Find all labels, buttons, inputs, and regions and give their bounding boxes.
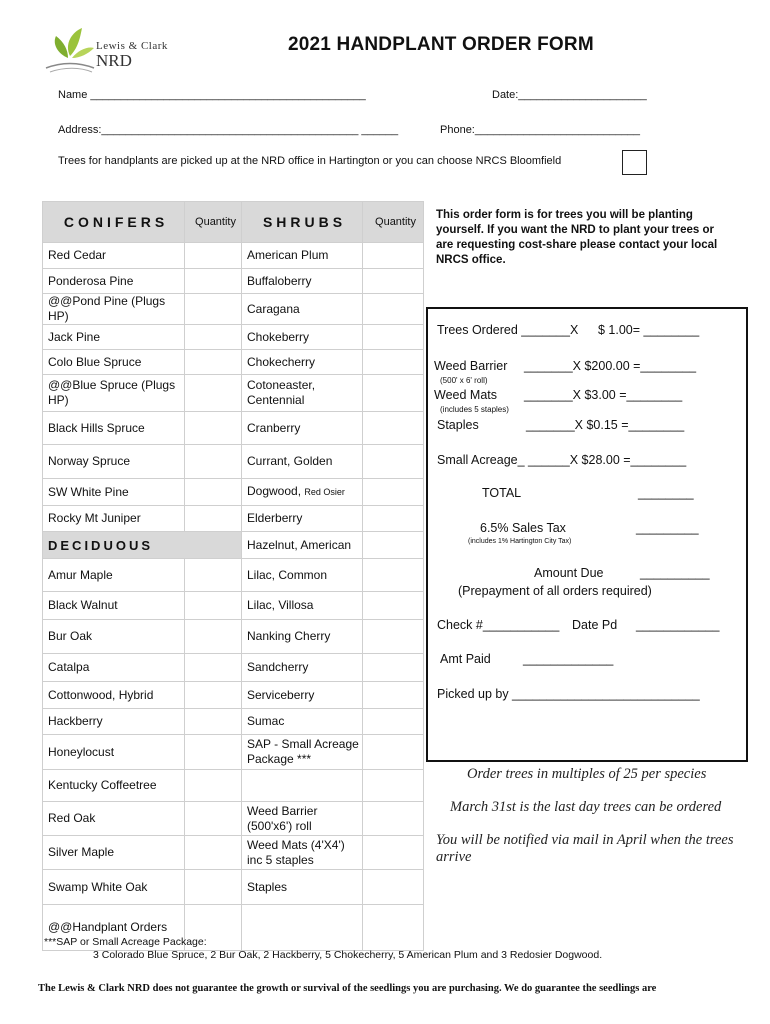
quantity-cell[interactable]	[363, 592, 424, 620]
quantity-cell[interactable]	[363, 870, 424, 905]
quantity-cell[interactable]	[363, 445, 424, 479]
logo-text-bottom: NRD	[96, 51, 132, 70]
supply-name: Weed Barrier (500'x6') roll	[242, 802, 363, 836]
page-title: 2021 HANDPLANT ORDER FORM	[288, 34, 594, 55]
shrub-name: Currant, Golden	[242, 445, 363, 479]
deciduous-name: Bur Oak	[43, 620, 185, 654]
date-paid-blank[interactable]: ____________	[636, 618, 720, 632]
supply-name: Staples	[242, 870, 363, 905]
trees-price[interactable]: $ 1.00= ________	[598, 323, 700, 337]
quantity-cell[interactable]	[363, 412, 424, 445]
quantity-cell[interactable]	[185, 243, 242, 269]
address-field[interactable]: Address:__________________________________________ ______	[58, 124, 399, 136]
disclaimer: The Lewis & Clark NRD does not guarantee the growth or survival of the seedlings you are purchasing. We do guarantee the seedlings are	[38, 983, 657, 994]
shrub-name: SAP - Small Acreage Package ***	[242, 735, 363, 770]
shrub-name: Hazelnut, American	[242, 532, 363, 559]
logo-text-top: Lewis & Clark	[96, 40, 168, 52]
quantity-cell[interactable]	[185, 412, 242, 445]
quantity-cell[interactable]	[363, 294, 424, 325]
quantity-cell[interactable]	[185, 654, 242, 682]
amount-paid-label: Amt Paid	[440, 652, 491, 666]
quantity-cell[interactable]	[363, 654, 424, 682]
amount-paid-blank[interactable]: _____________	[523, 652, 614, 666]
picked-up-by-field[interactable]: Picked up by ___________________________	[437, 687, 700, 701]
deadline-note: March 31st is the last day trees can be ordered	[450, 799, 722, 815]
order-table	[42, 201, 424, 951]
staples-label: Staples	[437, 418, 479, 432]
quantity-cell[interactable]	[363, 905, 424, 951]
quantity-cell[interactable]	[185, 559, 242, 592]
conifer-name: Rocky Mt Juniper	[43, 506, 185, 532]
quantity-cell[interactable]	[363, 350, 424, 375]
shrub-name: Lilac, Common	[242, 559, 363, 592]
date-field[interactable]: Date:_____________________	[492, 89, 647, 101]
shrub-name: Sandcherry	[242, 654, 363, 682]
quantity-cell[interactable]	[363, 770, 424, 802]
quantity-cell[interactable]	[363, 375, 424, 412]
name-field[interactable]: Name _____________________________________________	[58, 89, 366, 101]
supply-name: Weed Mats (4'X4') inc 5 staples	[242, 836, 363, 870]
shrub-name: Chokeberry	[242, 325, 363, 350]
sales-tax-blank[interactable]: _________	[636, 521, 699, 535]
deciduous-name: Amur Maple	[43, 559, 185, 592]
weed-mats-note: (includes 5 staples)	[440, 405, 509, 414]
check-number-field[interactable]: Check #___________	[437, 618, 560, 632]
shrub-name	[242, 770, 363, 802]
shrub-name: Serviceberry	[242, 682, 363, 709]
total-label: TOTAL	[482, 486, 522, 500]
sales-tax-note: (includes 1% Hartington City Tax)	[468, 538, 572, 545]
quantity-cell[interactable]	[363, 559, 424, 592]
shrub-name: Sumac	[242, 709, 363, 735]
quantity-cell[interactable]	[363, 709, 424, 735]
quantity-cell[interactable]	[185, 350, 242, 375]
deciduous-name: Swamp White Oak	[43, 870, 185, 905]
quantity-cell[interactable]	[185, 592, 242, 620]
quantity-cell[interactable]	[363, 802, 424, 836]
deciduous-header: DECIDUOUS	[43, 532, 242, 559]
deciduous-name: Cottonwood, Hybrid	[43, 682, 185, 709]
quantity-cell[interactable]	[185, 709, 242, 735]
prepayment-note: (Prepayment of all orders required)	[458, 584, 652, 598]
quantity-cell[interactable]	[185, 506, 242, 532]
quantity-cell[interactable]	[185, 802, 242, 836]
deciduous-name: Silver Maple	[43, 836, 185, 870]
weed-barrier-note: (500' x 6' roll)	[440, 376, 488, 385]
conifer-name: Red Cedar	[43, 243, 185, 269]
shrub-name: Caragana	[242, 294, 363, 325]
shrub-name: Lilac, Villosa	[242, 592, 363, 620]
quantity-cell[interactable]	[185, 682, 242, 709]
quantity-cell[interactable]	[363, 325, 424, 350]
quantity-header: Quantity	[363, 202, 424, 243]
quantity-cell[interactable]	[185, 870, 242, 905]
conifer-name: @@Blue Spruce (Plugs HP)	[43, 375, 185, 412]
total-blank[interactable]: ________	[638, 486, 694, 500]
shrub-name: Elderberry	[242, 506, 363, 532]
weed-barrier-calc[interactable]: _______X $200.00 =________	[524, 359, 697, 373]
shrub-name: Buffaloberry	[242, 269, 363, 294]
quantity-cell[interactable]	[363, 269, 424, 294]
sap-footnote-contents: 3 Colorado Blue Spruce, 2 Bur Oak, 2 Hackberry, 5 Chokecherry, 5 American Plum and 3 Redosier Dogwood.	[93, 949, 603, 961]
quantity-cell[interactable]	[185, 620, 242, 654]
quantity-cell[interactable]	[363, 532, 424, 559]
shrub-name: American Plum	[242, 243, 363, 269]
notification-note: You will be notified via mail in April when the trees arrive	[436, 832, 734, 865]
quantity-cell[interactable]	[185, 294, 242, 325]
conifer-name: @@Pond Pine (Plugs HP)	[43, 294, 185, 325]
multiples-note: Order trees in multiples of 25 per species	[467, 766, 707, 782]
small-acreage-field[interactable]: Small Acreage_ ______X $28.00 =________	[437, 453, 687, 467]
conifers-header: CONIFERS	[43, 202, 185, 243]
quantity-cell[interactable]	[363, 735, 424, 770]
conifer-name: Norway Spruce	[43, 445, 185, 479]
trees-ordered-field[interactable]: Trees Ordered _______X	[437, 323, 579, 337]
nrcs-bloomfield-checkbox[interactable]	[622, 150, 647, 175]
deciduous-name: Hackberry	[43, 709, 185, 735]
quantity-cell[interactable]	[363, 682, 424, 709]
conifer-name: Colo Blue Spruce	[43, 350, 185, 375]
quantity-cell[interactable]	[363, 479, 424, 506]
deciduous-name: Black Walnut	[43, 592, 185, 620]
shrub-name: Cotoneaster, Centennial	[242, 375, 363, 412]
conifer-name: Ponderosa Pine	[43, 269, 185, 294]
quantity-cell[interactable]	[185, 836, 242, 870]
quantity-cell[interactable]	[185, 770, 242, 802]
conifer-name: SW White Pine	[43, 479, 185, 506]
quantity-cell[interactable]	[185, 735, 242, 770]
shrub-name	[242, 479, 363, 506]
quantity-cell[interactable]	[185, 445, 242, 479]
deciduous-name: Kentucky Coffeetree	[43, 770, 185, 802]
shrub-name-main: Dogwood,	[247, 484, 302, 498]
amount-due-label: Amount Due	[534, 566, 604, 580]
deciduous-name: Catalpa	[43, 654, 185, 682]
weed-mats-calc[interactable]: _______X $3.00 =________	[524, 388, 683, 402]
amount-due-blank[interactable]: __________	[640, 566, 710, 580]
conifer-name: Black Hills Spruce	[43, 412, 185, 445]
date-paid-label: Date Pd	[572, 618, 618, 632]
weed-mats-label: Weed Mats	[434, 388, 497, 402]
intro-text: This order form is for trees you will be planting yourself. If you want the NRD to plant your trees or are requesting cost-share please contact your local NRCS office.	[436, 209, 718, 266]
shrub-name: Nanking Cherry	[242, 620, 363, 654]
pickup-note: Trees for handplants are picked up at the NRD office in Hartington or you can choose NRCS Bloomfield	[58, 155, 562, 167]
staples-calc[interactable]: _______X $0.15 =________	[526, 418, 685, 432]
empty-cell	[242, 905, 363, 951]
shrubs-header: SHRUBS	[242, 202, 363, 243]
sap-footnote-label: ***SAP or Small Acreage Package:	[44, 936, 207, 948]
phone-field[interactable]: Phone:___________________________	[440, 124, 641, 136]
deciduous-name: @@Handplant Orders	[43, 905, 185, 951]
quantity-header: Quantity	[185, 202, 242, 243]
quantity-cell[interactable]	[185, 325, 242, 350]
shrub-name: Chokecherry	[242, 350, 363, 375]
shrub-name: Cranberry	[242, 412, 363, 445]
order-summary-box	[426, 307, 748, 762]
deciduous-name: Red Oak	[43, 802, 185, 836]
quantity-cell[interactable]	[185, 479, 242, 506]
conifer-name: Jack Pine	[43, 325, 185, 350]
quantity-cell[interactable]	[363, 836, 424, 870]
quantity-cell[interactable]	[363, 506, 424, 532]
sales-tax-label: 6.5% Sales Tax	[480, 521, 566, 535]
weed-barrier-label: Weed Barrier	[434, 359, 508, 373]
quantity-cell[interactable]	[363, 243, 424, 269]
shrub-name-variety: Red Osier	[304, 487, 345, 497]
quantity-cell[interactable]	[185, 375, 242, 412]
quantity-cell[interactable]	[363, 620, 424, 654]
quantity-cell[interactable]	[185, 269, 242, 294]
deciduous-name: Honeylocust	[43, 735, 185, 770]
